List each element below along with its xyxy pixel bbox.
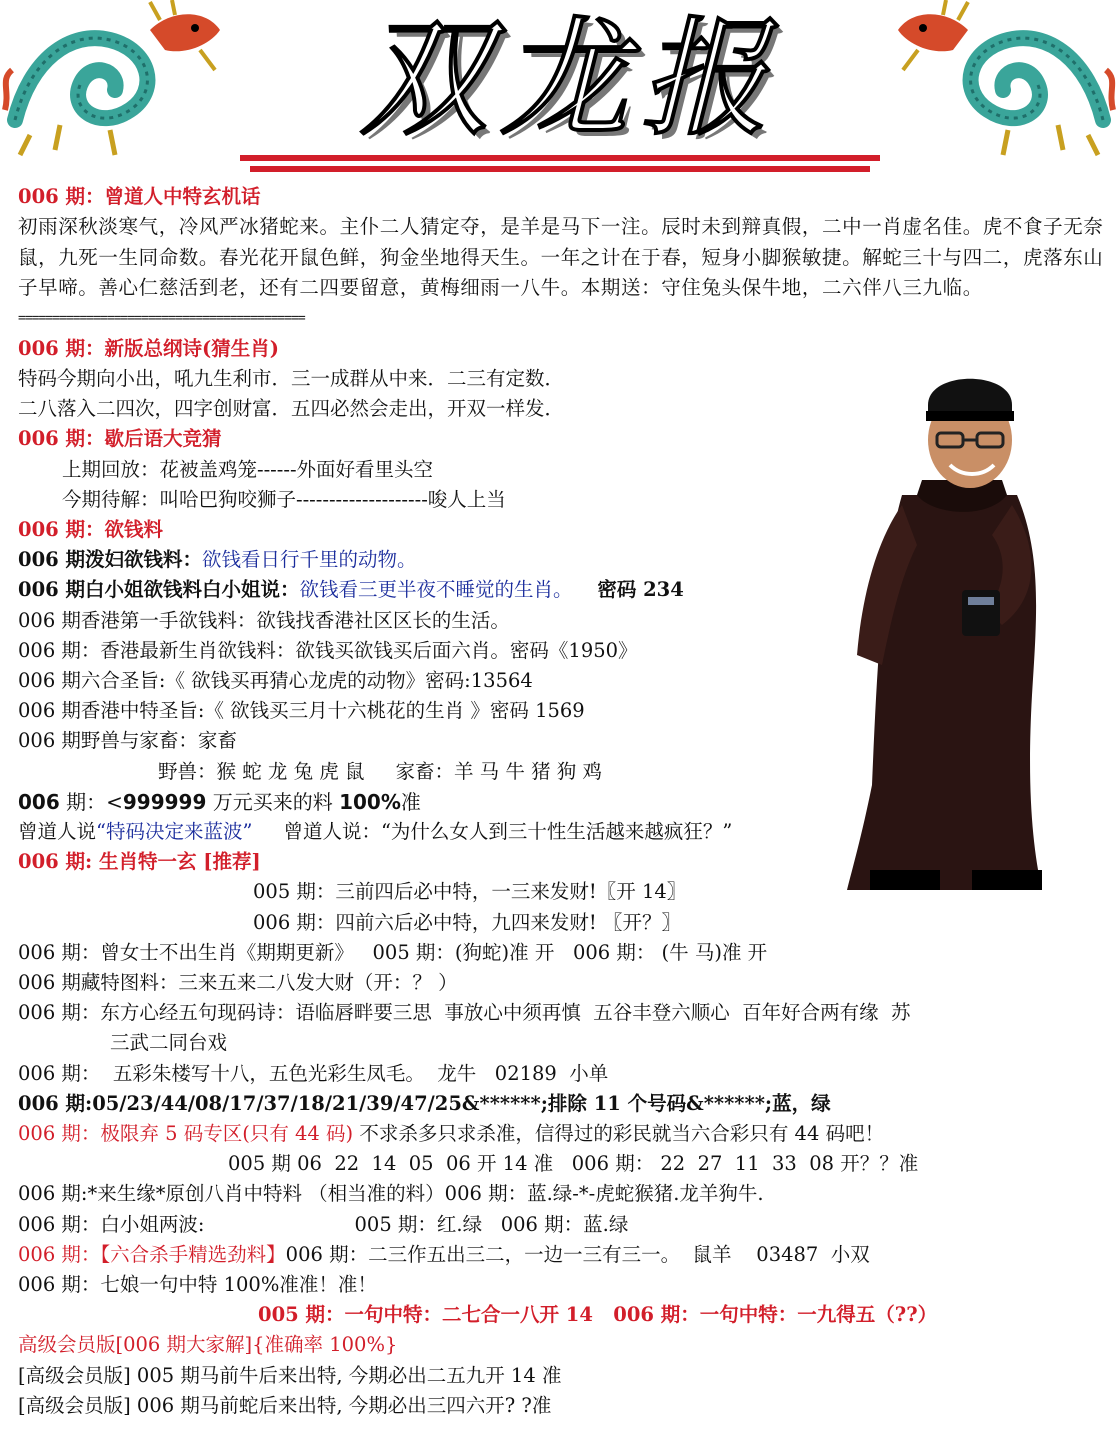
money-line-3: 006 期香港第一手欲钱料：欲钱找香港社区区长的生活。: [18, 608, 510, 632]
daoist-says-line: [18, 817, 1108, 847]
page-header: [0, 0, 1118, 185]
misc-line-10-b: 005 期：红.绿 006 期：蓝.绿: [354, 1212, 629, 1236]
tip-text-c: 准: [400, 789, 421, 814]
misc-line-12: 006 期：七娘一句中特 100%准准！准！: [18, 1273, 377, 1296]
tip-percent: 100%: [339, 789, 401, 814]
daoist-says-question: 曾道人说：“为什么女人到三十性生活越来越疯狂？”: [252, 819, 733, 843]
riddle-last-issue: 上期回放：花被盖鸡笼------外面好看里头空: [62, 457, 434, 481]
misc-line-7-rest: 不求杀多只求杀准，信得过的彩民就当六合彩只有 44 码吧！: [353, 1121, 885, 1145]
separator-line: ==========================================: [18, 310, 305, 326]
misc-line-10-a: 006 期：白小姐两波:: [18, 1212, 205, 1236]
tip-text-a: 期：<: [59, 789, 123, 814]
misc-line-5: 006 期： 五彩朱楼写十八，五色光彩生凤毛。 龙牛 02189 小单: [18, 1061, 609, 1085]
page-title: 双龙报: [359, 5, 780, 154]
misc-line-11-red: 006 期：【六合杀手精选劲料】: [18, 1242, 286, 1266]
zodiac-special-line-1: 005 期：三前四后必中特，一三来发财!〖开 14〗: [253, 880, 687, 904]
expensive-tip-line: [18, 787, 1108, 817]
dragon-right-icon: [888, 0, 1118, 160]
money-line-1: [18, 545, 1108, 575]
main-content: [18, 182, 1108, 1421]
tip-issue: 006: [18, 789, 60, 814]
section-heading-money: 006 期：欲钱料: [18, 517, 163, 541]
riddle-current-issue: 今期待解：叫哈巴狗咬狮子--------------------唆人上当: [62, 487, 506, 511]
section-heading-zodiac-special: 006 期: 生肖特一玄 [推荐]: [18, 850, 261, 874]
section-heading-zodiac-poem: 006 期：新版总纲诗(猜生肖): [18, 336, 279, 360]
daoist-says-label: 曾道人说: [18, 819, 97, 843]
misc-line-9: 006 期:*来生缘*原创八肖中特料 （相当准的料）006 期：蓝.绿-*-虎蛇猴猪.龙羊狗牛.: [18, 1182, 764, 1206]
misc-line-4: 三武二同台戏: [110, 1031, 228, 1055]
money-line-6: 006 期香港中特圣旨:《 欲钱买三月十六桃花的生肖 》密码 1569: [18, 699, 585, 723]
money-line-8: 野兽：猴 蛇 龙 兔 虎 鼠 家畜：羊 马 牛 猪 狗 鸡: [158, 759, 602, 783]
misc-line-2: 006 期藏特图料：三来五来二八发大财（开：？ ）: [18, 970, 458, 994]
tip-text-b: 万元买来的料: [206, 789, 340, 814]
poem-text: 初雨深秋淡寒气，冷风严冰猪蛇来。主仆二人猜定夺，是羊是马下一注。辰时未到辩真假，二中一肖虚名佳。虎不食子无奈鼠，九死一生同命数。春光花开鼠色鲜，狗金坐地得天生。一年之计在于春，短身小脚猴敏捷。解蛇三十与四二，虎落东山子早啼。善心仁慈活到老，还有二四要留意，黄梅细雨一八牛。本期送：守住兔头保牛地，二六伴八三九临。: [18, 215, 1104, 300]
money-line-1-text: 欲钱看日行千里的动物。: [202, 548, 417, 572]
money-line-2-code: 密码 234: [597, 578, 684, 602]
zodiac-poem-line-1: 特码今期向小出，吼九生利市．三一成群从中来．二三有定数．: [18, 366, 565, 390]
misc-line-13: 005 期：一句中特：二七合一八开 14 006 期：一句中特：一九得五（??）: [258, 1303, 938, 1327]
daoist-says-quote: “特码决定来蓝波”: [96, 819, 253, 843]
misc-line-14: 高级会员版[006 期大家解]{准确率 100%}: [18, 1333, 398, 1357]
dragon-left-icon: [0, 0, 230, 160]
money-line-1-prefix: 006 期泼妇欲钱料：: [18, 548, 202, 572]
misc-line-6: 006 期:05/23/44/08/17/37/18/21/39/47/25&******;排除 11 个号码&******;蓝，绿: [18, 1091, 831, 1115]
misc-line-7: [18, 1119, 1108, 1149]
misc-line-15: [高级会员版] 005 期马前牛后来出特, 今期必出二五九开 14 准: [18, 1363, 562, 1387]
money-line-4: 006 期：香港最新生肖欲钱料：欲钱买欲钱买后面六肖。密码《1950》: [18, 638, 638, 662]
misc-line-11-rest: 006 期：二三作五出三二，一边一三有三一。 鼠羊 03487 小双: [285, 1242, 870, 1266]
misc-line-16: [高级会员版] 006 期马前蛇后来出特, 今期必出三四六开? ?准: [18, 1393, 552, 1417]
zodiac-special-line-2: 006 期：四前六后必中特，九四来发财! 〖开？〗: [253, 910, 681, 934]
misc-line-3: 006 期：东方心经五句现码诗：语临唇畔要三思 事放心中须再慎 五谷丰登六顺心 百年好合两有缘 苏: [18, 1001, 911, 1025]
zodiac-poem-line-2: 二八落入二四次，四字创财富．五四必然会走出，开双一样发．: [18, 397, 565, 421]
misc-line-1: 006 期：曾女士不出生肖《期期更新》 005 期：(狗蛇)准 开 006 期： (牛 马)准 开: [18, 940, 768, 964]
misc-line-11: [18, 1240, 1108, 1270]
money-line-2-text: 欲钱看三更半夜不睡觉的生肖。: [299, 578, 573, 602]
money-line-2-prefix: 006 期白小姐欲钱料白小姐说：: [18, 578, 300, 602]
misc-line-7-red: 006 期：极限弃 5 码专区(只有 44 码): [18, 1121, 354, 1145]
tip-amount: 999999: [122, 789, 207, 814]
misc-line-8: 005 期 06 22 14 05 06 开 14 准 006 期： 22 27 11 33 08 开？？准: [228, 1152, 919, 1176]
title-underline-bottom: [250, 166, 870, 172]
section-heading-poem: 006 期：曾道人中特玄机话: [18, 185, 261, 208]
money-line-2: [18, 575, 1108, 605]
section-heading-riddle: 006 期：歇后语大竞猜: [18, 427, 222, 451]
money-line-7: 006 期野兽与家畜：家畜: [18, 729, 237, 753]
misc-line-10: [18, 1210, 1108, 1240]
money-line-5: 006 期六合圣旨:《 欲钱买再猜心龙虎的动物》密码:13564: [18, 668, 533, 692]
title-underline-top: [240, 155, 880, 161]
